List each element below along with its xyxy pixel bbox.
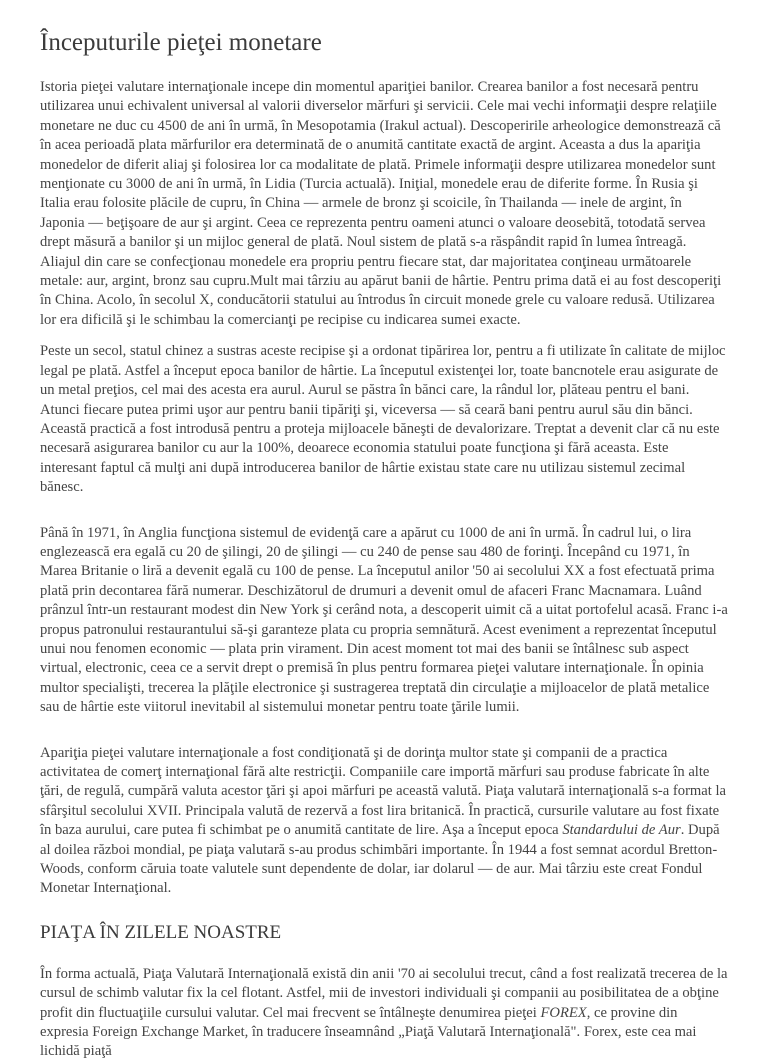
paragraph-international-market <box>40 744 728 899</box>
text-segment: , ce provine din expresia Foreign Exchange Market, în traducere înseamnând „Piaţă Valutară Internaţională". Forex, este cea mai lichidă piaţă <box>40 1004 697 1060</box>
paragraph-england: Până în 1971, în Anglia funcţiona sistemul de evidenţă care a apărut cu 1000 de ani în urmă. În cadrul lui, o lira englezească era egală cu 20 de şilingi, 20 de şilingi — cu 240 de pense sau 480 de forinţi. Începând cu 1971, în Marea Britanie o liră a devenit egală cu 100 de pense. La începutul anilor '50 ai secolului XX a fost efectuată prima plată prin decontarea fără numerar. Deschizătorul de drumuri a devenit omul de afaceri Franc Macnamara. Luând prânzul într-un restaurant modest din New York şi cerând nota, a descoperit uimit că a uitat portofelul acasă. Franc i-a propus patronului restaurantului să-şi garanteze plata cu propria semnătură. Acest eveniment a reprezentat începutul unui nou fenomen economic — plata prin virament. Din acest moment tot mai des banii se întâlnesc sub aspect virtual, electronic, ceea ce a servit drept o premisă în plus pentru formarea pieţei valutare internaţionale. În opinia multor specialişti, trecerea la plăţile electronice şi sustragerea treptată din circulaţie a mijloacelor de plată metalice sau de hârtie este viitorul inevitabil al sistemului monetar pentru toate ţările lumii. <box>40 524 728 716</box>
paragraph-paper-money: Peste un secol, statul chinez a sustras aceste recipise şi a ordonat tipărirea lor, pentru a fi utilizate în calitate de mijloc legal pe plată. Astfel a început epoca banilor de hârtie. La începutul existenţei lor, toate bancnotele erau asigurate de un metal preţios, cel mai des acesta era aurul. Aurul se păstra în bănci care, la rândul lor, plăteau pentru el bani. Atunci fiecare putea primi uşor aur pentru banii tipăriţi şi, viceversa — să ceară bani pentru aurul său din bănci. Această practică a fost introdusă pentru a proteja mijloacele băneşti de devalorizare. Treptat a devenit clar că nu este necesară asigurarea banilor cu aur la 100%, deoarece economia statului poate funcţiona şi fără aceasta. Este interesant faptul că mulţi ani după introducerea banilor de hârtie existau state care nu utilizau sistemul zecimal bănesc. <box>40 343 726 496</box>
paragraph-history: Istoria pieţei valutare internaţionale incepe din momentul apariţiei banilor. Crearea banilor a fost necesară pentru utilizarea unui echivalent universal al valorii diverselor mărfuri şi servicii. Cele mai vechi informaţii despre relaţiile monetare ne duc cu 4500 de ani în urmă, în Mesopotamia (Irakul actual). Descoperirile arheologice demonstrează că în acea perioadă plata mărfurilor era determinată de o anumită cantitate exactă de argint. Aceasta a dus la apariţia monedelor de diferit aliaj şi folosirea lor ca modalitate de plată. Primele informaţii despre utilizarea monedelor sunt menţionate cu 3000 de ani în urmă, în Lidia (Turcia actuală). Iniţial, monedele erau de diferite forme. În Rusia şi Italia erau folosite plăcile de cupru, în China — armele de bronz şi scoicile, în Thailanda — inele de argint, în Japonia — beţişoare de aur şi argint. Ceea ce reprezenta pentru oameni atunci o valoare deosebită, totodată servea drept măsură a banilor şi un mijloc general de plată. Noul sistem de plată s-a răspândit rapid în lumea întreagă. Aliajul din care se confecţionau monedele era propriu pentru fiecare stat, dar majoritatea conţineau următoarele metale: aur, argint, bronz sau cupru.Mult mai târziu au apărut banii de hârtie. Pentru prima dată ei au fost descoperiţi în China. Acolo, în secolul X, conducătorii statului au întrodus în circuit monede grele cu valoare redusă. Utilizarea lor era dificilă şi le schimbau la comercianţi pe recipise cu indicarea sumei exacte. <box>40 79 722 328</box>
section-heading: PIAŢA ÎN ZILELE NOASTRE <box>40 921 282 943</box>
text-segment: . După al doilea război mondial, pe piaţa valutară s-au produs schimbări importante. În 1944 a fost semnat acordul Bretton-Woods, conform căruia toate valutele sunt dependente de dolar, iar dolarul — de aur. Mai târziu este creat Fondul Monetar Internaţional. <box>40 822 720 897</box>
page-title: Începuturile pieţei monetare <box>40 29 322 56</box>
forex-term: FOREX <box>540 1004 587 1021</box>
text-segment: Apariţia pieţei valutare internaţionale a fost condiţionată şi de dorinţa multor state şi companii de a practica activitatea de comerţ internaţional fără alte restricţii. Companiile care importă mărfuri sau produse fabricate în alte ţări, de regulă, cumpără valuta acestor ţări şi apoi mărfuri pe această valută. Piaţa valutară internaţională s-a format la sfârşitul secolului XVII. Principala valută de rezervă a fost lira britanică. În practică, cursurile valutare au fost fixate în baza aurului, care putea fi schimbat pe o anumită cantitate de lire. Aşa a început epoca <box>40 744 726 839</box>
text-segment: În forma actuală, Piaţa Valutară Internaţională există din anii '70 ai secolului trecut, când a fost realizată trecerea de la cursul de schimb valutar fix la cel flotant. Astfel, mii de investori individuali şi companii au posibilitatea de a obţine profit din fluctuaţiile cursului valutar. Cel mai frecvent se întâlneşte denumirea pieţei <box>40 965 728 1021</box>
gold-standard-term: Standardului de Aur <box>562 822 681 839</box>
paragraph-today <box>40 965 728 1062</box>
